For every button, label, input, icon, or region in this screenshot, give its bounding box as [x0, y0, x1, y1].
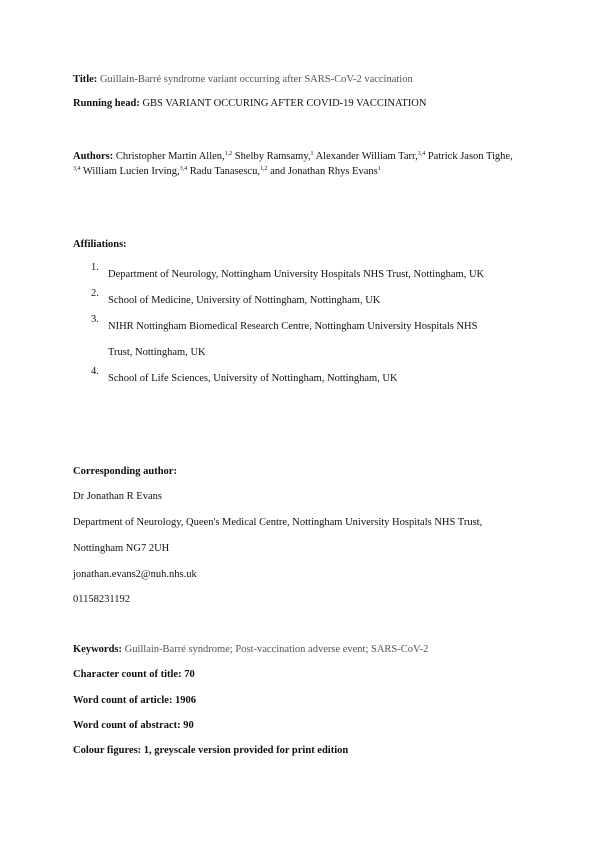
running-head-line: [73, 97, 426, 111]
affiliation-text: NIHR Nottingham Biomedical Research Centre, Nottingham University Hospitals NHS: [108, 321, 478, 332]
affiliation-item: [73, 366, 484, 392]
author-name: Alexander William Tarr,: [313, 151, 418, 162]
affiliations-list: [73, 262, 484, 392]
author-affiliation-sup: 3,4: [73, 166, 81, 172]
affiliation-number: 4.: [91, 366, 99, 377]
running-head-label: Running head:: [73, 98, 140, 109]
title-text: Guillain-Barré syndrome variant occurring after SARS-CoV-2 vaccination: [99, 74, 413, 85]
affiliation-item: [73, 314, 484, 366]
keywords-text: Guillain-Barré syndrome; Post-vaccination adverse event; SARS-CoV-2: [124, 644, 429, 655]
article-word-count: Word count of article: 1906: [73, 695, 197, 706]
author-affiliation-sup: 3,4: [417, 151, 426, 157]
author-name: Christopher Martin Allen,: [115, 151, 225, 162]
author-affiliation-sup: 1,2: [259, 166, 268, 172]
author-affiliation-sup: 1: [310, 151, 314, 157]
affiliation-text: School of Medicine, University of Nottingham, Nottingham, UK: [108, 295, 381, 306]
affiliation-number: 1.: [91, 262, 99, 273]
author-name: and Jonathan Rhys Evans: [267, 166, 378, 177]
corresponding-author-name: Dr Jonathan R Evans: [73, 491, 162, 502]
affiliation-text-continuation: Trust, Nottingham, UK: [108, 347, 206, 358]
corresponding-address-line-1: Department of Neurology, Queen's Medical Centre, Nottingham University Hospitals NHS Trust,: [73, 517, 483, 528]
keywords-line: [73, 643, 428, 657]
title-line: [73, 73, 413, 87]
keywords-label: Keywords:: [73, 644, 122, 655]
title-label: Title:: [73, 74, 98, 85]
affiliation-text: Department of Neurology, Nottingham University Hospitals NHS Trust, Nottingham, UK: [108, 269, 485, 280]
author-affiliation-sup: 1,2: [224, 151, 233, 157]
author-affiliation-sup: 1: [377, 166, 381, 172]
affiliation-item: [73, 262, 484, 288]
affiliations-heading: Affiliations:: [73, 239, 127, 250]
affiliation-number: 2.: [91, 288, 99, 299]
author-name: William Lucien Irving,: [80, 166, 180, 177]
corresponding-email: jonathan.evans2@nuh.nhs.uk: [73, 569, 197, 580]
author-affiliation-sup: 3,4: [179, 166, 188, 172]
running-head-text: GBS VARIANT OCCURING AFTER COVID-19 VACCINATION: [142, 98, 427, 109]
authors-line-2: [73, 165, 381, 179]
authors-line-1: [73, 150, 513, 164]
author-name: Shelby Ramsamy,: [232, 151, 311, 162]
affiliation-item: [73, 288, 484, 314]
corresponding-phone: 01158231192: [73, 594, 130, 605]
corresponding-address-line-2: Nottingham NG7 2UH: [73, 543, 170, 554]
affiliation-number: 3.: [91, 314, 99, 325]
affiliation-text: School of Life Sciences, University of Nottingham, Nottingham, UK: [108, 373, 398, 384]
title-character-count: Character count of title: 70: [73, 669, 195, 680]
abstract-word-count: Word count of abstract: 90: [73, 720, 194, 731]
author-name: Radu Tanasescu,: [187, 166, 260, 177]
authors-label: Authors:: [73, 151, 114, 162]
colour-figures-note: Colour figures: 1, greyscale version provided for print edition: [73, 745, 349, 756]
author-name: Patrick Jason Tighe,: [425, 151, 513, 162]
corresponding-author-heading: Corresponding author:: [73, 466, 177, 477]
